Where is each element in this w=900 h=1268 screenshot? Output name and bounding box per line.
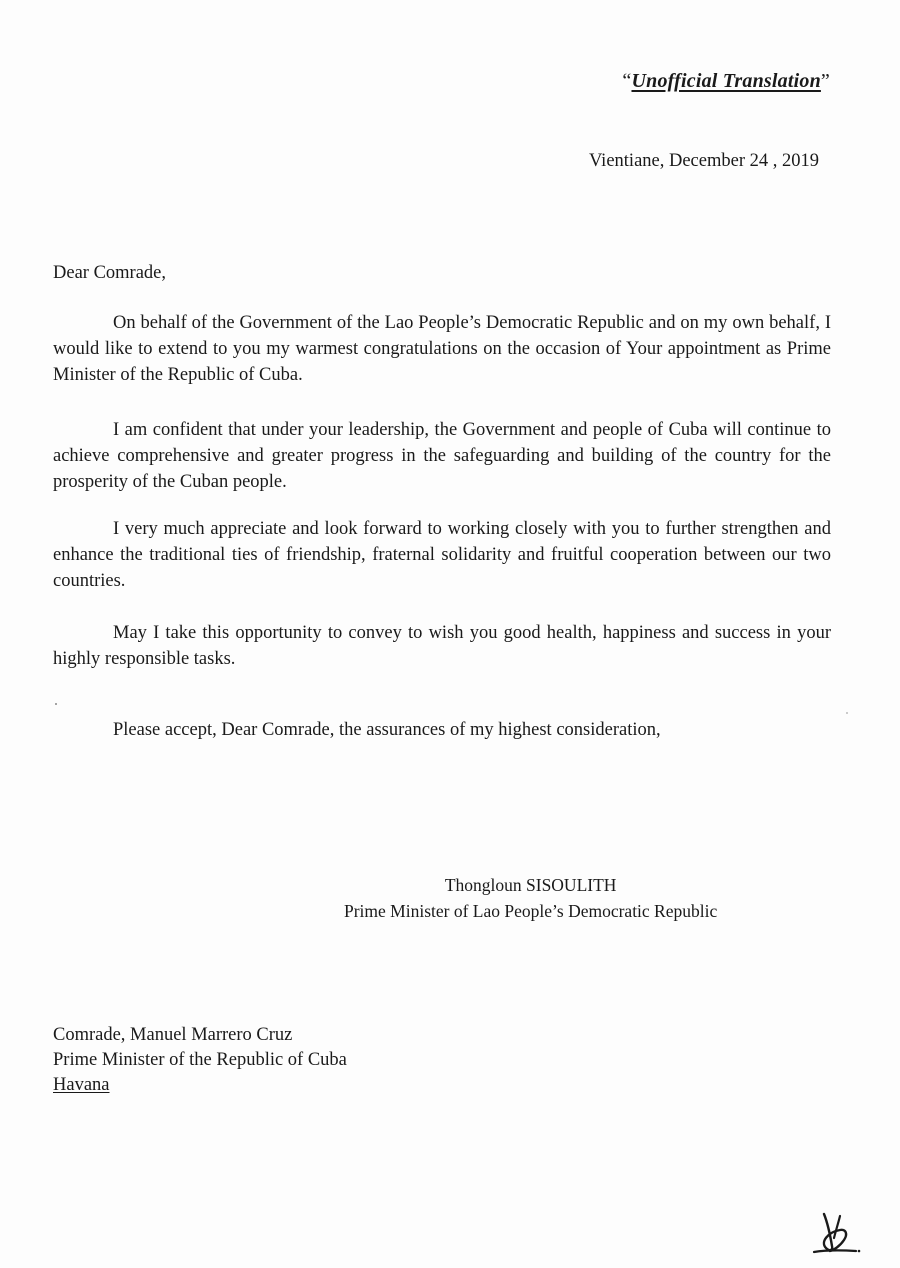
salutation: Dear Comrade, (53, 263, 167, 283)
addressee-name: Comrade, Manuel Marrero Cruz (53, 1025, 293, 1045)
unofficial-translation-note (622, 70, 830, 93)
note-text: Unofficial Translation (631, 70, 821, 92)
closing-line: Please accept, Dear Comrade, the assurances of my highest consideration, (113, 720, 661, 740)
signatory-name: Thongloun SISOULITH (444, 875, 617, 895)
date-line: Vientiane, December 24 , 2019 (588, 151, 819, 171)
paragraph-3: I very much appreciate and look forward to working closely with you to further strengthen and enhance the traditional ties of friendship, fraternal solidarity and fruitful cooperation between our two countries. (53, 519, 831, 591)
close-quote: ” (820, 70, 830, 92)
paragraph-4: May I take this opportunity to convey to wish you good health, happiness and success in your highly responsible tasks. (53, 623, 831, 669)
signatory-title: Prime Minister of Lao People’s Democratic Republic (344, 901, 718, 921)
addressee-block (53, 1023, 347, 1098)
addressee-title: Prime Minister of the Republic of Cuba (53, 1050, 347, 1070)
handwritten-initial-icon (810, 1210, 862, 1256)
scan-speck (846, 712, 848, 714)
addressee-city: Havana (53, 1075, 110, 1095)
signature-block (344, 872, 717, 924)
open-quote: “ (622, 70, 632, 92)
scan-speck (55, 703, 57, 705)
paragraph-2: I am confident that under your leadership, the Government and people of Cuba will continue to achieve comprehensive and greater progress in the safeguarding and building of the country for the prosperity of the Cuban people. (53, 420, 831, 492)
paragraph-1: On behalf of the Government of the Lao People’s Democratic Republic and on my own behalf, I would like to extend to you my warmest congratulations on the occasion of Your appointment as Prime Minister of the Republic of Cuba. (53, 313, 831, 385)
